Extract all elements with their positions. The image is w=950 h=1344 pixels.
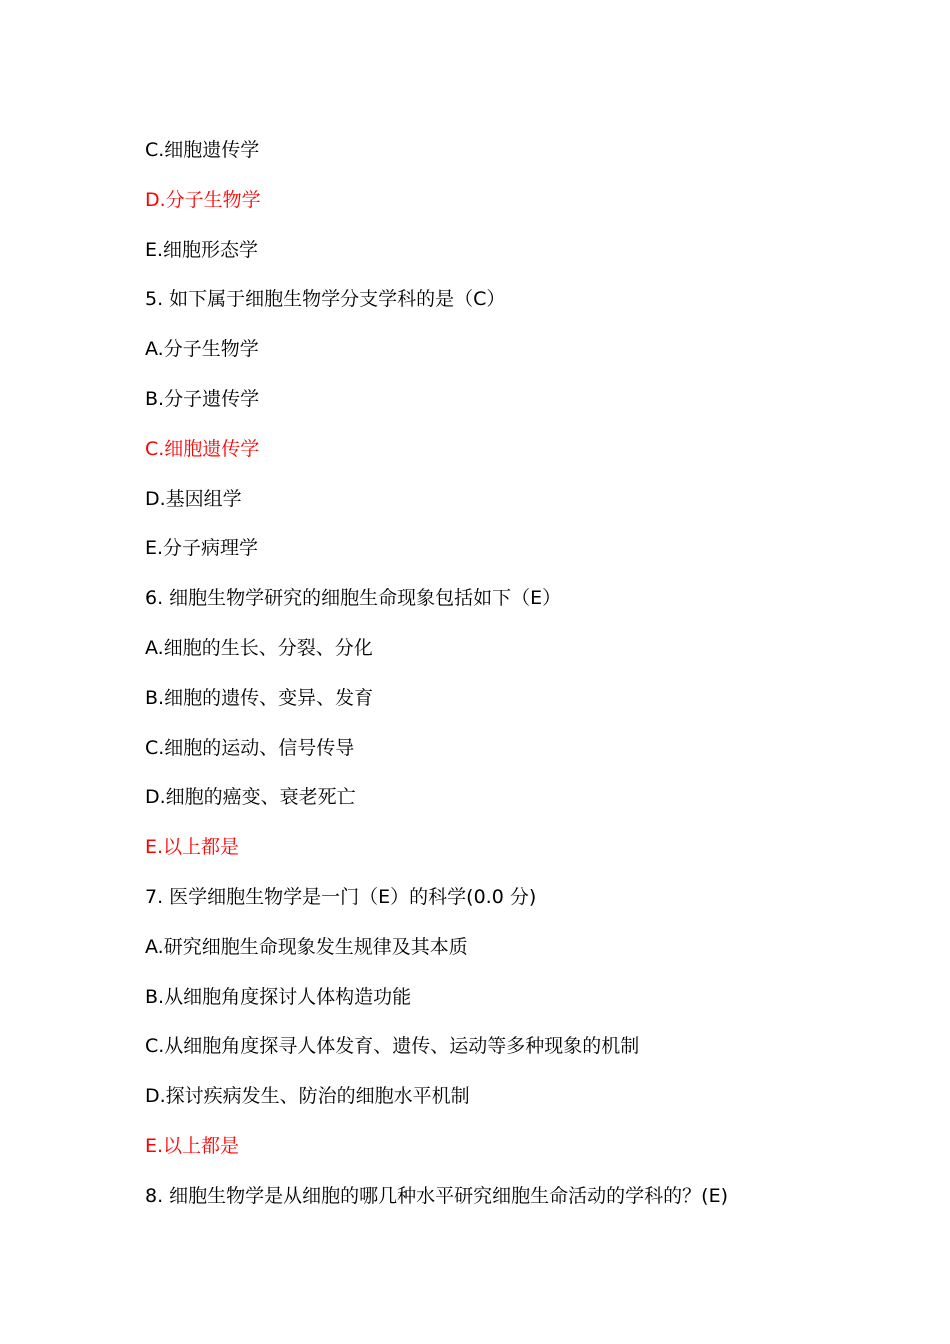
question-7: 7. 医学细胞生物学是一门（E）的科学(0.0 分) [145, 885, 537, 908]
correct-option-line: E.以上都是 [145, 836, 240, 859]
question-8: 8. 细胞生物学是从细胞的哪几种水平研究细胞生命活动的学科的？(E) [145, 1184, 728, 1207]
option-line: A.分子生物学 [145, 338, 259, 361]
option-line: C.细胞的运动、信号传导 [145, 736, 355, 759]
option-line: C.细胞遗传学 [145, 139, 260, 161]
correct-option-line: D.分子生物学 [145, 188, 261, 211]
option-line: D.探讨疾病发生、防治的细胞水平机制 [145, 1085, 470, 1108]
correct-option-line: C.细胞遗传学 [145, 437, 260, 460]
option-line: B.分子遗传学 [145, 387, 260, 410]
option-line: D.基因组学 [145, 487, 242, 510]
question-6: 6. 细胞生物学研究的细胞生命现象包括如下（E） [145, 587, 562, 610]
option-line: E.细胞形态学 [145, 238, 259, 261]
option-line: B.细胞的遗传、变异、发育 [145, 686, 374, 709]
option-line: E.分子病理学 [145, 537, 259, 560]
option-line: A.研究细胞生命现象发生规律及其本质 [145, 935, 468, 958]
question-5: 5. 如下属于细胞生物学分支学科的是（C） [145, 288, 506, 311]
option-line: C.从细胞角度探寻人体发育、遗传、运动等多种现象的机制 [145, 1035, 640, 1058]
question-list [145, 136, 905, 1232]
option-line: D.细胞的癌变、衰老死亡 [145, 786, 356, 809]
correct-option-line: E.以上都是 [145, 1134, 240, 1157]
option-line: A.细胞的生长、分裂、分化 [145, 636, 373, 659]
option-line: B.从细胞角度探讨人体构造功能 [145, 985, 412, 1008]
